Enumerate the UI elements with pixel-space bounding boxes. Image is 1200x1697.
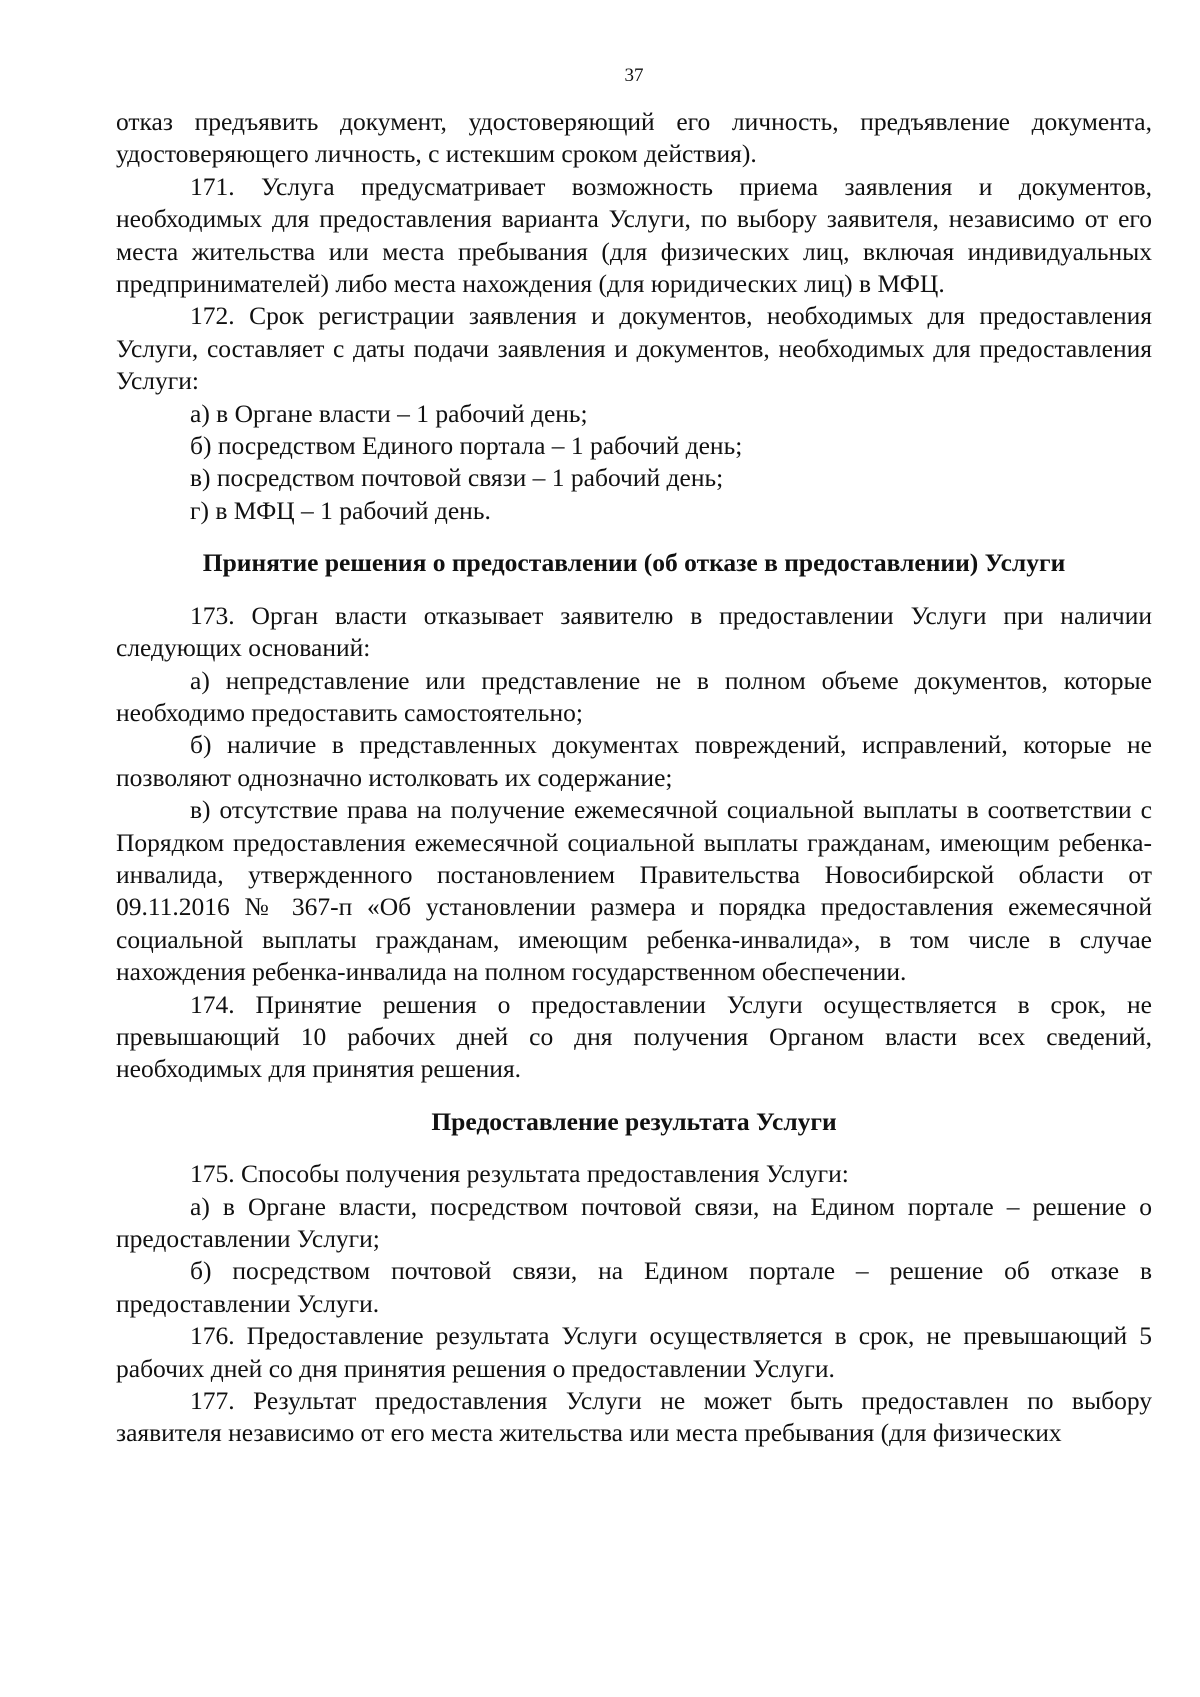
paragraph-177: 177. Результат предоставления Услуги не может быть предоставлен по выбору заявителя независимо от его места жительства или места пребывания (для физических (116, 1386, 1152, 1448)
page-number: 37 (624, 65, 644, 86)
list-item-173-b: б) наличие в представленных документах повреждений, исправлений, которые не позволяют однозначно истолковать их содержание; (116, 730, 1152, 792)
paragraph-173: 173. Орган власти отказывает заявителю в предоставлении Услуги при наличии следующих оснований: (116, 600, 1152, 663)
paragraph-171: 171. Услуга предусматривает возможность приема заявления и документов, необходимых для предоставления варианта Услуги, по выбору заявителя, независимо от его места жительства или места пребывания (для физических лиц, включая индивидуальных предпринимателей) либо места нахождения (для юридических лиц) в МФЦ. (116, 171, 1152, 299)
section-heading-decision: Принятие решения о предоставлении (об отказе в предоставлении) Услуги (202, 548, 1066, 578)
paragraph-176: 176. Предоставление результата Услуги осуществляется в срок, не превышающий 5 рабочих дней со дня принятия решения о предоставлении Услуги. (116, 1321, 1152, 1383)
list-item-173-a: а) непредставление или представление не в полном объеме документов, которые необходимо предоставить самостоятельно; (116, 665, 1152, 727)
list-item-175-a: а) в Органе власти, посредством почтовой связи, на Едином портале – решение о предоставлении Услуги; (116, 1191, 1152, 1253)
list-item-172-a: а) в Органе власти – 1 рабочий день; (190, 398, 588, 428)
paragraph-174: 174. Принятие решения о предоставлении Услуги осуществляется в срок, не превышающий 10 рабочих дней со дня получения Органом власти всех сведений, необходимых для принятия решения. (116, 989, 1152, 1084)
paragraph-172: 172. Срок регистрации заявления и документов, необходимых для предоставления Услуги, составляет с даты подачи заявления и документов, необходимых для предоставления Услуги: (116, 301, 1152, 396)
list-item-173-c: в) отсутствие права на получение ежемесячной социальной выплаты в соответствии с Порядком предоставления ежемесячной социальной выплаты гражданам, имеющим ребенка-инвалида, утвержденного постановлением Правительства Новосибирской области от 09.11.2016 № 367-п «Об установлении размера и порядка предоставления ежемесячной социальной выплаты гражданам, имеющим ребенка-инвалида», в том числе в случае нахождения ребенка-инвалида на полном государственном обеспечении. (116, 795, 1152, 987)
list-item-172-c: в) посредством почтовой связи – 1 рабочий день; (190, 463, 724, 493)
list-item-172-d: г) в МФЦ – 1 рабочий день. (190, 495, 491, 525)
paragraph-175: 175. Способы получения результата предоставления Услуги: (190, 1159, 849, 1189)
list-item-175-b: б) посредством почтовой связи, на Едином портале – решение об отказе в предоставлении Услуги. (116, 1256, 1152, 1318)
list-item-172-b: б) посредством Единого портала – 1 рабочий день; (190, 431, 743, 461)
paragraph-continuation: отказ предъявить документ, удостоверяющий его личность, предъявление документа, удостоверяющего личность, с истекшим сроком действия). (116, 107, 1152, 169)
document-page (116, 64, 1152, 1450)
section-heading-result: Предоставление результата Услуги (431, 1106, 837, 1136)
